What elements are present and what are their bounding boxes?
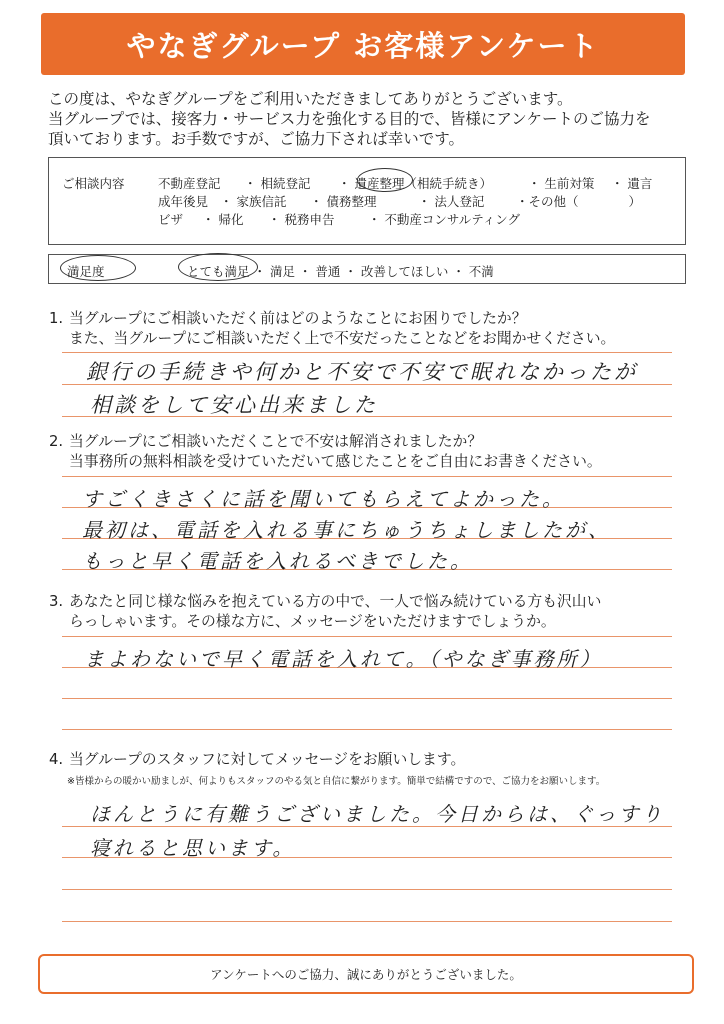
answer-line [62,476,672,477]
satisfaction-box [48,254,686,284]
survey-title-banner [41,13,685,75]
question-3 [49,592,601,632]
question-number: 1. [49,310,64,327]
selected-consultation-mark [357,168,413,192]
option-real-estate-consulting: ・ 不動産コンサルティング [367,212,521,227]
option-pre-death-planning: ・ 生前対策 [527,176,595,191]
question-text: 当グループにご相談いただく前はどのようなことにお困りでしたか？ [69,310,527,327]
thank-you-text: アンケートへのご協力、誠にありがとうございました。 [210,967,522,982]
option-inheritance-registration: ・ 相続登記 [243,176,311,191]
answer-line [62,698,672,699]
intro-text [48,89,688,149]
option-other: ・その他（ ） [515,194,641,209]
option-naturalization: ・ 帰化 [201,212,244,227]
option-estate-settlement: ・ 遺産整理（相続手続き） [337,176,492,191]
question-number: 2. [49,433,64,450]
option-visa: ビザ [158,212,184,227]
question-text: 当事務所の無料相談を受けていただいて感じたことをご自由にお書きください。 [69,453,602,470]
question-text: 当グループにご相談いただくことで不安は解消されましたか？ [69,433,483,450]
option-will: ・ 遺言 [610,176,653,191]
answer-line [62,921,672,922]
question-4 [49,750,465,770]
satisfaction-options: とても満足 ・ 満足 ・ 普通 ・ 改善してほしい ・ 不満 [187,264,494,279]
answer-line [62,636,672,637]
handwritten-answer: ほんとうに有難うございました。今日からは、ぐっすり [90,802,665,826]
option-adult-guardianship: 成年後見 [158,194,209,209]
question-text: らっしゃいます。その様な方に、メッセージをいただけますでしょうか。 [69,613,556,630]
handwritten-answer: まよわないで早く電話を入れて。（やなぎ事務所） [84,647,603,671]
option-real-estate-registration: 不動産登記 [158,176,221,191]
handwritten-answer: すごくきさくに話を聞いてもらえてよかった。 [82,487,565,511]
option-debt-consolidation: ・ 債務整理 [309,194,377,209]
question-1 [49,309,615,349]
handwritten-answer: 相談をして安心出来ました [90,393,378,417]
question-note: ※皆様からの暖かい励ましが、何よりもスタッフのやる気と自信に繋がります。簡単で結構ですので、ご協力をお願いします。 [67,776,606,787]
question-number: 3. [49,593,64,610]
consultation-row [158,210,520,228]
intro-line: 当グループでは、接客力・サービス力を強化する目的で、皆様にアンケートのご協力を [48,110,651,128]
question-text: あなたと同じ様な悩みを抱えている方の中で、一人で悩み続けている方も沢山い [69,593,602,610]
option-family-trust: ・ 家族信託 [219,194,287,209]
survey-title: やなぎグループ お客様アンケート [126,28,600,63]
consultation-label: ご相談内容 [62,176,125,191]
question-text: 当グループのスタッフに対してメッセージをお願いします。 [69,751,466,768]
question-2 [49,432,602,472]
thank-you-box [38,954,694,994]
handwritten-answer: 銀行の手続きや何かと不安で不安で眠れなかったが [86,360,638,384]
question-text: また、当グループにご相談いただく上で不安だったことなどをお聞かせください。 [69,330,616,347]
answer-line [62,729,672,730]
option-corporate-registration: ・ 法人登記 [417,194,485,209]
option-tax-filing: ・ 税務申告 [267,212,335,227]
answer-line [62,889,672,890]
question-number: 4. [49,751,64,768]
satisfaction-label-mark [60,255,136,281]
handwritten-answer: 最初は、電話を入れる事にちゅうちょしましたが、 [82,518,611,542]
consultation-row [158,192,641,210]
handwritten-answer: 寝れると思います。 [90,836,296,860]
handwritten-answer: もっと早く電話を入れるべきでした。 [82,549,473,573]
satisfaction-label: 満足度 [67,264,105,279]
answer-line [62,352,672,353]
intro-line: この度は、やなぎグループをご利用いただきましてありがとうございます。 [48,90,573,108]
intro-line: 頂いております。お手数ですが、ご協力下されば幸いです。 [48,130,465,148]
selected-satisfaction-mark [178,253,258,281]
